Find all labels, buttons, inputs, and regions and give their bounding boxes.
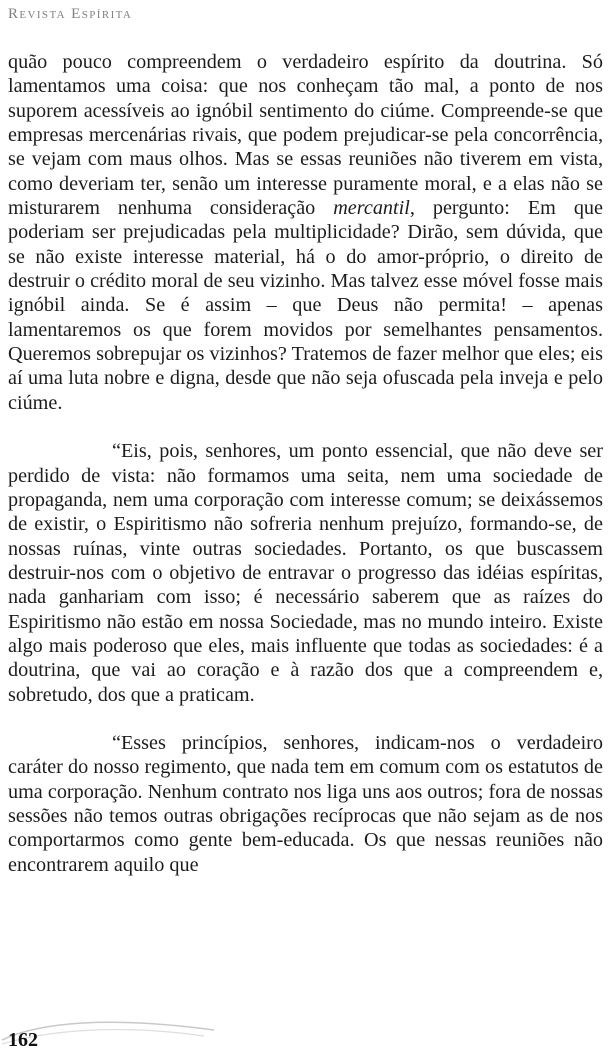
paragraph-1	[8, 50, 603, 415]
page-body	[8, 50, 603, 877]
running-head: Revista Espírita	[8, 6, 133, 22]
page-number: 162	[8, 1029, 38, 1051]
paragraph-2: “Eis, pois, senhores, um ponto essencial, que não deve ser perdido de vista: não formamos uma seita, nem uma sociedade de propaganda, nem uma corporação com interesse comum; se deixássemos de existir, o Espiritismo não sofreria nenhum prejuízo, formando-se, de nossas ruínas, vinte outras sociedades. Portanto, os que buscassem destruir-nos com o objetivo de entravar o progresso das idéias espíritas, nada ganhariam com isso; é necessário saberem que as raízes do Espiritismo não estão em nossa Sociedade, mas no mundo inteiro. Existe algo mais poderoso que eles, mais influente que todas as sociedades: é a doutrina, que vai ao coração e à razão dos que a compreendem e, sobretudo, dos que a praticam.	[8, 440, 603, 706]
paragraph-3: “Esses princípios, senhores, indicam-nos o verdadeiro caráter do nosso regimento, que nada tem em comum com os estatutos de uma corporação. Nenhum contrato nos liga uns aos outros; fora de nossas sessões não temos outras obrigações recíprocas que não sejam as de nos comportarmos como gente bem-educada. Os que nessas reuniões não encontrarem aquilo que	[8, 731, 603, 876]
paragraph-1-end: , pergunto: Em que poderiam ser prejudicadas pela multiplicidade? Dirão, sem dúvida, que se não existe interesse material, há o do amor-próprio, o direito de destruir o crédito moral de seu vizinho. Mas talvez esse móvel fosse mais ignóbil ainda. Se é assim – que Deus não permita! – apenas lamentaremos os que forem movidos por semelhantes pensamentos. Queremos sobrepujar os vizinhos? Tratemos de fazer melhor que eles; eis aí uma luta nobre e digna, desde que não seja ofuscada pela inveja e pelo ciúme.	[8, 197, 603, 414]
paragraph-1-start: quão pouco compreendem o verdadeiro espírito da doutrina. Só lamentamos uma coisa: que nos conheçam tão mal, a ponto de nos suporem acessíveis ao ignóbil sentimento do ciúme. Compreende-se que empresas mercenárias rivais, que podem prejudicar-se pela concorrência, se vejam com maus olhos. Mas se essas reuniões não tiverem em vista, como deveriam ter, senão um interesse puramente moral, e a elas não se misturarem nenhuma consideração	[8, 51, 603, 220]
italic-word: mercantil	[333, 197, 410, 220]
